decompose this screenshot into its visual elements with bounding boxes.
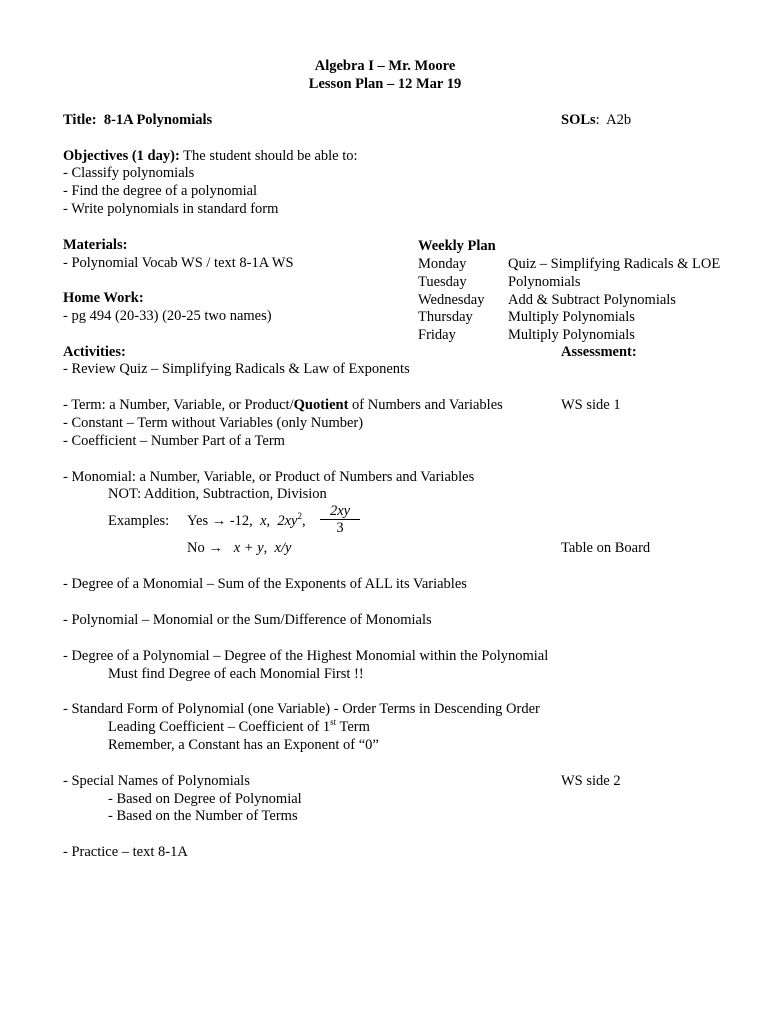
activities-label: Activities: (63, 344, 126, 360)
fraction-denominator: 3 (336, 520, 344, 536)
fraction-numerator: 2xy (320, 503, 360, 520)
weekly-plan-label: Weekly Plan (418, 238, 496, 254)
materials-label: Materials: (63, 237, 128, 253)
activity-leading: Leading Coefficient – Coefficient of 1st Term (108, 717, 370, 735)
activity-constant: - Constant – Term without Variables (only Number) (63, 415, 364, 431)
assessment-table: Table on Board (561, 540, 651, 556)
weekly-day: Monday (418, 256, 467, 272)
sols-row: SOLs: A2b (561, 112, 632, 128)
header-line2: Lesson Plan – 12 Mar 19 (308, 76, 462, 92)
activity-special-1: - Based on Degree of Polynomial (108, 791, 302, 807)
objectives-intro: The student should be able to: (183, 148, 358, 164)
materials-item: - Polynomial Vocab WS / text 8-1A WS (63, 255, 294, 271)
activity-standard-form: - Standard Form of Polynomial (one Variable) - Order Terms in Descending Order (63, 701, 540, 717)
examples-label: Examples: (108, 513, 170, 529)
objective-item: - Find the degree of a polynomial (63, 183, 258, 199)
weekly-topic: Multiply Polynomials (508, 309, 635, 325)
activity-degree-monomial: - Degree of a Monomial – Sum of the Exponents of ALL its Variables (63, 576, 467, 592)
objectives-heading (63, 147, 358, 165)
activity-practice: - Practice – text 8-1A (63, 844, 188, 860)
activity-term: - Term: a Number, Variable, or Product/Quotient of Numbers and Variables (63, 397, 503, 413)
objective-item: - Classify polynomials (63, 165, 195, 181)
weekly-day: Tuesday (418, 274, 467, 290)
activity-coefficient: - Coefficient – Number Part of a Term (63, 433, 285, 449)
objective-item: - Write polynomials in standard form (63, 201, 279, 217)
activity-degree-polynomial: - Degree of a Polynomial – Degree of the Highest Monomial within the Polynomial (63, 648, 549, 664)
weekly-day: Friday (418, 327, 456, 343)
activity-review: - Review Quiz – Simplifying Radicals & Law of Exponents (63, 361, 410, 377)
fraction-example (320, 503, 360, 536)
weekly-day: Wednesday (418, 292, 485, 308)
title-row (63, 111, 212, 129)
objectives-label: Objectives (1 day): (63, 148, 180, 164)
assessment-ws2: WS side 2 (561, 773, 621, 789)
yes-examples: Yes → -12, x, $2xy^2$, (187, 511, 306, 529)
activity-polynomial: - Polynomial – Monomial or the Sum/Difference of Monomials (63, 612, 432, 628)
activity-remember: Remember, a Constant has an Exponent of “0” (108, 737, 379, 753)
weekly-topic: Multiply Polynomials (508, 327, 635, 343)
assessment-label: Assessment: (561, 344, 637, 360)
sols-value: A2b (606, 112, 632, 128)
activity-monomial: - Monomial: a Number, Variable, or Product of Numbers and Variables (63, 469, 475, 485)
activity-not: NOT: Addition, Subtraction, Division (108, 486, 327, 502)
sols-label: SOLs (561, 112, 596, 128)
activity-special-2: - Based on the Number of Terms (108, 808, 298, 824)
activity-must-find: Must find Degree of each Monomial First !! (108, 666, 364, 682)
homework-item: - pg 494 (20-33) (20-25 two names) (63, 308, 272, 324)
activity-special: - Special Names of Polynomials (63, 773, 250, 789)
title-value: 8-1A Polynomials (103, 112, 213, 128)
assessment-ws1: WS side 1 (561, 397, 621, 413)
weekly-topic: Add & Subtract Polynomials (508, 292, 676, 308)
title-label: Title: (63, 112, 97, 128)
header-line1: Algebra I – Mr. Moore (314, 58, 456, 74)
homework-label: Home Work: (63, 290, 144, 306)
weekly-topic: Polynomials (508, 274, 581, 290)
no-examples: No → x + y, x/y (187, 540, 292, 556)
weekly-topic: Quiz – Simplifying Radicals & LOE (508, 256, 721, 272)
weekly-day: Thursday (418, 309, 473, 325)
